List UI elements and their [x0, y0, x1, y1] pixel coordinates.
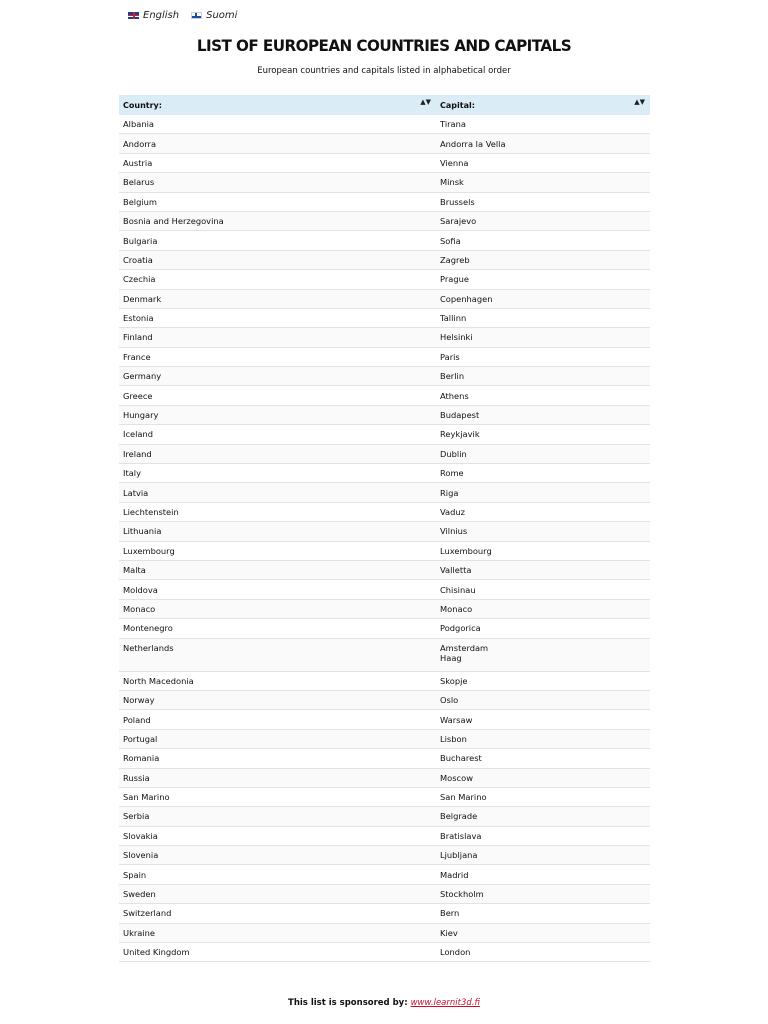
- capital-cell: [436, 541, 650, 560]
- capital-cell: [436, 405, 650, 424]
- capital-cell: [436, 884, 650, 903]
- sponsor-footer: [0, 998, 768, 1008]
- table-row: [119, 328, 650, 347]
- capital-cell: [436, 768, 650, 787]
- country-cell: Spain: [119, 865, 436, 884]
- country-cell: Netherlands: [119, 638, 436, 671]
- table-row: [119, 153, 650, 172]
- capital-name: Stockholm: [440, 889, 484, 900]
- language-english-link[interactable]: [128, 10, 179, 21]
- table-row: [119, 444, 650, 463]
- finland-flag-icon: [191, 12, 202, 19]
- capital-name: Moscow: [440, 772, 473, 783]
- capital-name: Berlin: [440, 371, 465, 382]
- table-row: [119, 502, 650, 521]
- country-cell: Liechtenstein: [119, 502, 436, 521]
- capital-name: Riga: [440, 487, 459, 498]
- table-row: [119, 865, 650, 884]
- capital-cell: [436, 483, 650, 502]
- table-row: [119, 710, 650, 729]
- table-row: [119, 173, 650, 192]
- table-row: [119, 826, 650, 845]
- country-cell: Slovenia: [119, 846, 436, 865]
- country-cell: San Marino: [119, 787, 436, 806]
- table-row: [119, 580, 650, 599]
- table-body: [119, 115, 650, 962]
- table-row: [119, 347, 650, 366]
- country-cell: Belarus: [119, 173, 436, 192]
- capital-name: Helsinki: [440, 332, 473, 343]
- capital-name: San Marino: [440, 792, 487, 803]
- capital-cell: [436, 749, 650, 768]
- country-cell: Hungary: [119, 405, 436, 424]
- capital-cell: [436, 153, 650, 172]
- capital-name: Oslo: [440, 695, 459, 706]
- country-cell: Bulgaria: [119, 231, 436, 250]
- table-row: [119, 231, 650, 250]
- country-cell: Albania: [119, 115, 436, 134]
- country-cell: Serbia: [119, 807, 436, 826]
- table-row: [119, 619, 650, 638]
- table-row: [119, 211, 650, 230]
- country-cell: Ukraine: [119, 923, 436, 942]
- table-row: [119, 367, 650, 386]
- capital-name: Chisinau: [440, 584, 476, 595]
- capital-name: Dublin: [440, 448, 467, 459]
- capital-cell: [436, 347, 650, 366]
- capital-cell: [436, 826, 650, 845]
- capital-cell: [436, 865, 650, 884]
- capital-cell: [436, 173, 650, 192]
- table-row: [119, 884, 650, 903]
- country-cell: Belgium: [119, 192, 436, 211]
- country-cell: North Macedonia: [119, 671, 436, 690]
- capital-name: Luxembourg: [440, 545, 492, 556]
- capital-name: London: [440, 947, 471, 958]
- table-row: [119, 308, 650, 327]
- capital-cell: [436, 638, 650, 671]
- capital-name: Bern: [440, 908, 460, 919]
- country-cell: Montenegro: [119, 619, 436, 638]
- country-cell: United Kingdom: [119, 943, 436, 962]
- table-header-row: [119, 95, 650, 115]
- table-row: [119, 115, 650, 134]
- country-cell: Russia: [119, 768, 436, 787]
- table-row: [119, 405, 650, 424]
- table-row: [119, 192, 650, 211]
- capital-cell: [436, 846, 650, 865]
- table-row: [119, 943, 650, 962]
- capital-cell: [436, 289, 650, 308]
- capital-name: Lisbon: [440, 733, 467, 744]
- capital-cell: [436, 560, 650, 579]
- country-cell: France: [119, 347, 436, 366]
- language-finnish-label: Suomi: [206, 10, 238, 21]
- capital-cell: [436, 464, 650, 483]
- capital-name: Rome: [440, 468, 464, 479]
- country-cell: Norway: [119, 690, 436, 709]
- country-cell: Greece: [119, 386, 436, 405]
- capital-cell: [436, 192, 650, 211]
- capital-cell: [436, 502, 650, 521]
- country-cell: Latvia: [119, 483, 436, 502]
- capital-cell: [436, 787, 650, 806]
- country-cell: Romania: [119, 749, 436, 768]
- country-cell: Finland: [119, 328, 436, 347]
- country-cell: Moldova: [119, 580, 436, 599]
- capital-name: Copenhagen: [440, 293, 493, 304]
- capital-name: Ljubljana: [440, 850, 478, 861]
- capital-cell: [436, 923, 650, 942]
- capital-name: Skopje: [440, 675, 468, 686]
- language-english-label: English: [143, 10, 180, 21]
- capital-header-label: Capital:: [440, 100, 475, 110]
- capital-cell: [436, 270, 650, 289]
- country-cell: Lithuania: [119, 522, 436, 541]
- country-cell: Austria: [119, 153, 436, 172]
- capital-name: Vilnius: [440, 526, 468, 537]
- table-row: [119, 729, 650, 748]
- table-row: [119, 386, 650, 405]
- capital-name: Zagreb: [440, 254, 470, 265]
- capital-name: Tirana: [440, 119, 466, 130]
- country-cell: Croatia: [119, 250, 436, 269]
- capital-name: Bucharest: [440, 753, 482, 764]
- table-row: [119, 671, 650, 690]
- capital-name: Tallinn: [440, 313, 467, 324]
- country-cell: Luxembourg: [119, 541, 436, 560]
- table-row: [119, 638, 650, 671]
- capital-cell: [436, 619, 650, 638]
- capital-cell: [436, 904, 650, 923]
- capital-cell: [436, 308, 650, 327]
- capital-cell: [436, 807, 650, 826]
- capital-cell: [436, 729, 650, 748]
- capital-cell: [436, 943, 650, 962]
- capital-cell: [436, 671, 650, 690]
- country-cell: Germany: [119, 367, 436, 386]
- country-header-label: Country:: [123, 100, 162, 110]
- capital-name: Amsterdam: [440, 642, 489, 653]
- table-row: [119, 425, 650, 444]
- table-row: [119, 787, 650, 806]
- sort-icon: ▲▼: [420, 98, 431, 106]
- capital-cell: [436, 134, 650, 153]
- table-row: [119, 846, 650, 865]
- capital-name: Belgrade: [440, 811, 478, 822]
- table-row: [119, 560, 650, 579]
- country-cell: Denmark: [119, 289, 436, 308]
- capital-name: Sofia: [440, 235, 461, 246]
- capital-cell: [436, 690, 650, 709]
- table-row: [119, 250, 650, 269]
- country-cell: Andorra: [119, 134, 436, 153]
- capital-cell: [436, 231, 650, 250]
- table-row: [119, 464, 650, 483]
- sort-icon: ▲▼: [634, 98, 645, 106]
- capital-cell: [436, 211, 650, 230]
- capital-column-header[interactable]: [436, 95, 650, 115]
- country-cell: Iceland: [119, 425, 436, 444]
- sponsor-text: This list is sponsored by:: [288, 998, 411, 1008]
- capital-name: Athens: [440, 390, 469, 401]
- sponsor-link[interactable]: www.learnit3d.fi: [410, 998, 480, 1008]
- table-row: [119, 522, 650, 541]
- capital-cell: [436, 444, 650, 463]
- table-row: [119, 923, 650, 942]
- capital-name: Reykjavik: [440, 429, 480, 440]
- capital-name: Monaco: [440, 603, 473, 614]
- country-cell: Poland: [119, 710, 436, 729]
- capital-name: Warsaw: [440, 714, 473, 725]
- capital-cell: [436, 425, 650, 444]
- capital-cell: [436, 580, 650, 599]
- language-switcher: [128, 10, 237, 21]
- country-cell: Italy: [119, 464, 436, 483]
- table-row: [119, 768, 650, 787]
- country-cell: Slovakia: [119, 826, 436, 845]
- table-row: [119, 807, 650, 826]
- language-finnish-link[interactable]: [191, 10, 237, 21]
- capital-cell: [436, 250, 650, 269]
- capital-cell: [436, 522, 650, 541]
- table-row: [119, 541, 650, 560]
- capital-name: Vaduz: [440, 507, 465, 517]
- country-cell: Bosnia and Herzegovina: [119, 211, 436, 230]
- page-title: LIST OF EUROPEAN COUNTRIES AND CAPITALS: [196, 36, 572, 55]
- country-cell: Portugal: [119, 729, 436, 748]
- capital-name: Madrid: [440, 869, 469, 880]
- page-subtitle: European countries and capitals listed in alphabetical order: [257, 66, 511, 76]
- capital-name: Bratislava: [440, 830, 482, 841]
- capital-name: Sarajevo: [440, 216, 477, 227]
- capital-name: Brussels: [440, 196, 475, 207]
- table-row: [119, 289, 650, 308]
- country-cell: Malta: [119, 560, 436, 579]
- country-column-header[interactable]: [119, 95, 436, 115]
- table-row: [119, 599, 650, 618]
- capital-name: Minsk: [440, 177, 464, 188]
- capital-cell: [436, 599, 650, 618]
- capital-name: Valletta: [440, 565, 472, 576]
- capital-name: Podgorica: [440, 623, 481, 634]
- table-row: [119, 270, 650, 289]
- capital-name: Budapest: [440, 410, 480, 421]
- country-cell: Ireland: [119, 444, 436, 463]
- capital-cell: [436, 367, 650, 386]
- country-cell: Czechia: [119, 270, 436, 289]
- table-row: [119, 134, 650, 153]
- capital-name: Andorra la Vella: [440, 138, 506, 149]
- capital-name: Vienna: [440, 157, 469, 168]
- capital-name: Prague: [440, 274, 469, 285]
- table-row: [119, 749, 650, 768]
- capital-cell: [436, 115, 650, 134]
- capital-cell: [436, 386, 650, 405]
- capital-cell: [436, 710, 650, 729]
- country-cell: Monaco: [119, 599, 436, 618]
- countries-table: [119, 95, 650, 962]
- capital-name: Kiev: [440, 927, 458, 938]
- capital-name: Paris: [440, 351, 460, 362]
- country-cell: Estonia: [119, 308, 436, 327]
- country-cell: Switzerland: [119, 904, 436, 923]
- countries-table-container: [119, 95, 650, 962]
- table-row: [119, 483, 650, 502]
- uk-flag-icon: [128, 12, 139, 19]
- country-cell: Sweden: [119, 884, 436, 903]
- capital-name: Haag: [440, 652, 462, 663]
- table-row: [119, 904, 650, 923]
- table-row: [119, 690, 650, 709]
- capital-cell: [436, 328, 650, 347]
